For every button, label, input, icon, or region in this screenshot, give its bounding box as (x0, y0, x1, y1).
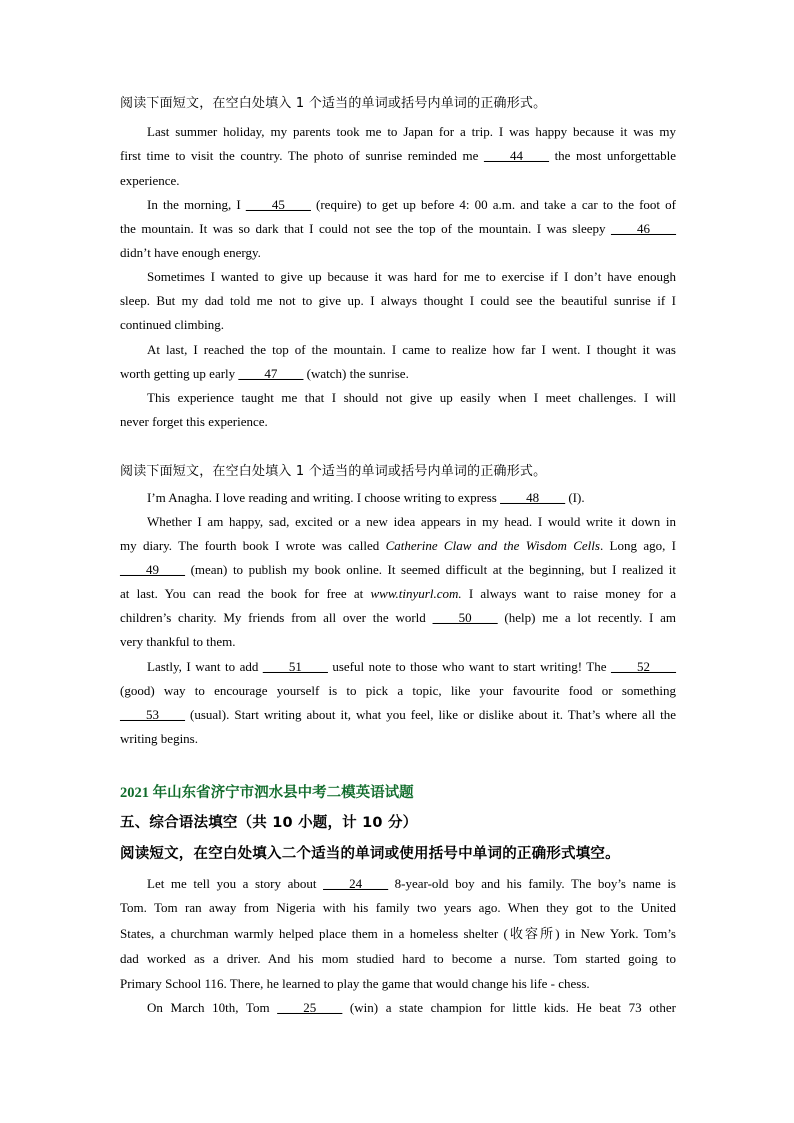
passage2-line: very thankful to them. (120, 634, 236, 649)
passage1-instruction: 阅读下面短文，在空白处填入 1 个适当的单词或括号内单词的正确形式。 (120, 96, 547, 111)
part-title: 五、综合语法填空（共 10 小题，计 10 分） (120, 815, 418, 831)
blank-53[interactable]: ____53____ (120, 707, 185, 722)
passage1-line: sleep. But my dad told me not to give up. I always thought I could see the beautiful sunrise if I (120, 293, 676, 308)
passage1-line: worth getting up early ____47____ (watch) the sunrise. (120, 366, 409, 381)
passage2-line: ____53____ (usual). Start writing about it, what you feel, like or dislike about it. That’s where all the (120, 707, 676, 722)
passage1-line: experience. (120, 173, 180, 188)
section3-line: Primary School 116. There, he learned to play the game that would change his life - chess. (120, 976, 590, 991)
passage1-line: the mountain. It was so dark that I could not see the top of the mountain. I was sleepy ____46____ (120, 221, 676, 236)
passage2-line: Lastly, I want to add ____51____ useful note to those who want to start writing! The ____52____ (147, 659, 676, 674)
blank-52[interactable]: ____52____ (611, 659, 676, 674)
passage1-line: continued climbing. (120, 317, 224, 332)
blank-49[interactable]: ____49____ (120, 562, 185, 577)
passage2-line: writing begins. (120, 731, 198, 746)
section3-line: States, a churchman warmly helped place them in a homeless shelter (收容所) in New York. Tom’s (120, 926, 676, 941)
passage1-line: At last, I reached the top of the mountain. I came to realize how far I went. I thought it was (147, 342, 676, 357)
blank-50[interactable]: ____50____ (432, 610, 498, 625)
blank-47[interactable]: ____47____ (238, 366, 304, 381)
passage1-line: In the morning, I ____45____ (require) to get up before 4: 00 a.m. and take a car to the foot of (147, 197, 677, 212)
blank-46[interactable]: ____46____ (611, 221, 676, 236)
passage2-line: my diary. The fourth book I wrote was called Catherine Claw and the Wisdom Cells. Long ago, I (120, 538, 677, 553)
exam-heading: 2021 年山东省济宁市泗水县中考二模英语试题 (120, 785, 414, 801)
section3-instruction: 阅读短文，在空白处填入二个适当的单词或使用括号中单词的正确形式填空。 (120, 846, 620, 862)
book-title: Catherine Claw and the Wisdom Cells (385, 538, 600, 553)
blank-45[interactable]: ____45____ (245, 197, 311, 212)
blank-48[interactable]: ____48____ (500, 490, 566, 505)
blank-25[interactable]: ____25____ (277, 1000, 343, 1015)
blank-44[interactable]: ____44____ (483, 148, 549, 163)
passage2-line: I’m Anagha. I love reading and writing. I choose writing to express ____48____ (I). (147, 490, 585, 505)
passage2-line: ____49____ (mean) to publish my book online. It seemed difficult at the beginning, but I realized it (120, 562, 676, 577)
passage2-line: at last. You can read the book for free at www.tinyurl.com. I always want to raise money for a (120, 586, 676, 601)
blank-24[interactable]: ____24____ (323, 876, 389, 891)
passage2-instruction: 阅读下面短文，在空白处填入 1 个适当的单词或括号内单词的正确形式。 (120, 464, 547, 479)
passage1-line: Sometimes I wanted to give up because it was hard for me to exercise if I don’t have enough (147, 269, 676, 284)
blank-51[interactable]: ____51____ (262, 659, 328, 674)
passage2-line: (good) way to encourage yourself is to pick a topic, like your favourite food or something (120, 683, 676, 698)
website-link: www.tinyurl.com. (370, 586, 462, 601)
section3-line: Let me tell you a story about ____24____ 8-year-old boy and his family. The boy’s name is (147, 876, 676, 891)
passage1-line: never forget this experience. (120, 414, 268, 429)
passage2-line: Whether I am happy, sad, excited or a new idea appears in my head. I would write it down in (147, 514, 676, 529)
passage1-line: This experience taught me that I should not give up easily when I meet challenges. I will (147, 390, 676, 405)
passage1-line: didn’t have enough energy. (120, 245, 261, 260)
passage1-line: first time to visit the country. The photo of sunrise reminded me ____44____ the most unforgettable (120, 148, 676, 163)
section3-line: dad worked as a driver. And his mom studied hard to become a nurse. Tom started going to (120, 951, 676, 966)
section3-line: On March 10th, Tom ____25____ (win) a state champion for little kids. He beat 73 other (147, 1000, 676, 1015)
passage2-line: children’s charity. My friends from all over the world ____50____ (help) me a lot recently. I am (120, 610, 676, 625)
section3-line: Tom. Tom ran away from Nigeria with his family two years ago. When they got to the United (120, 900, 676, 915)
passage1-line: Last summer holiday, my parents took me to Japan for a trip. I was happy because it was my (147, 124, 676, 139)
